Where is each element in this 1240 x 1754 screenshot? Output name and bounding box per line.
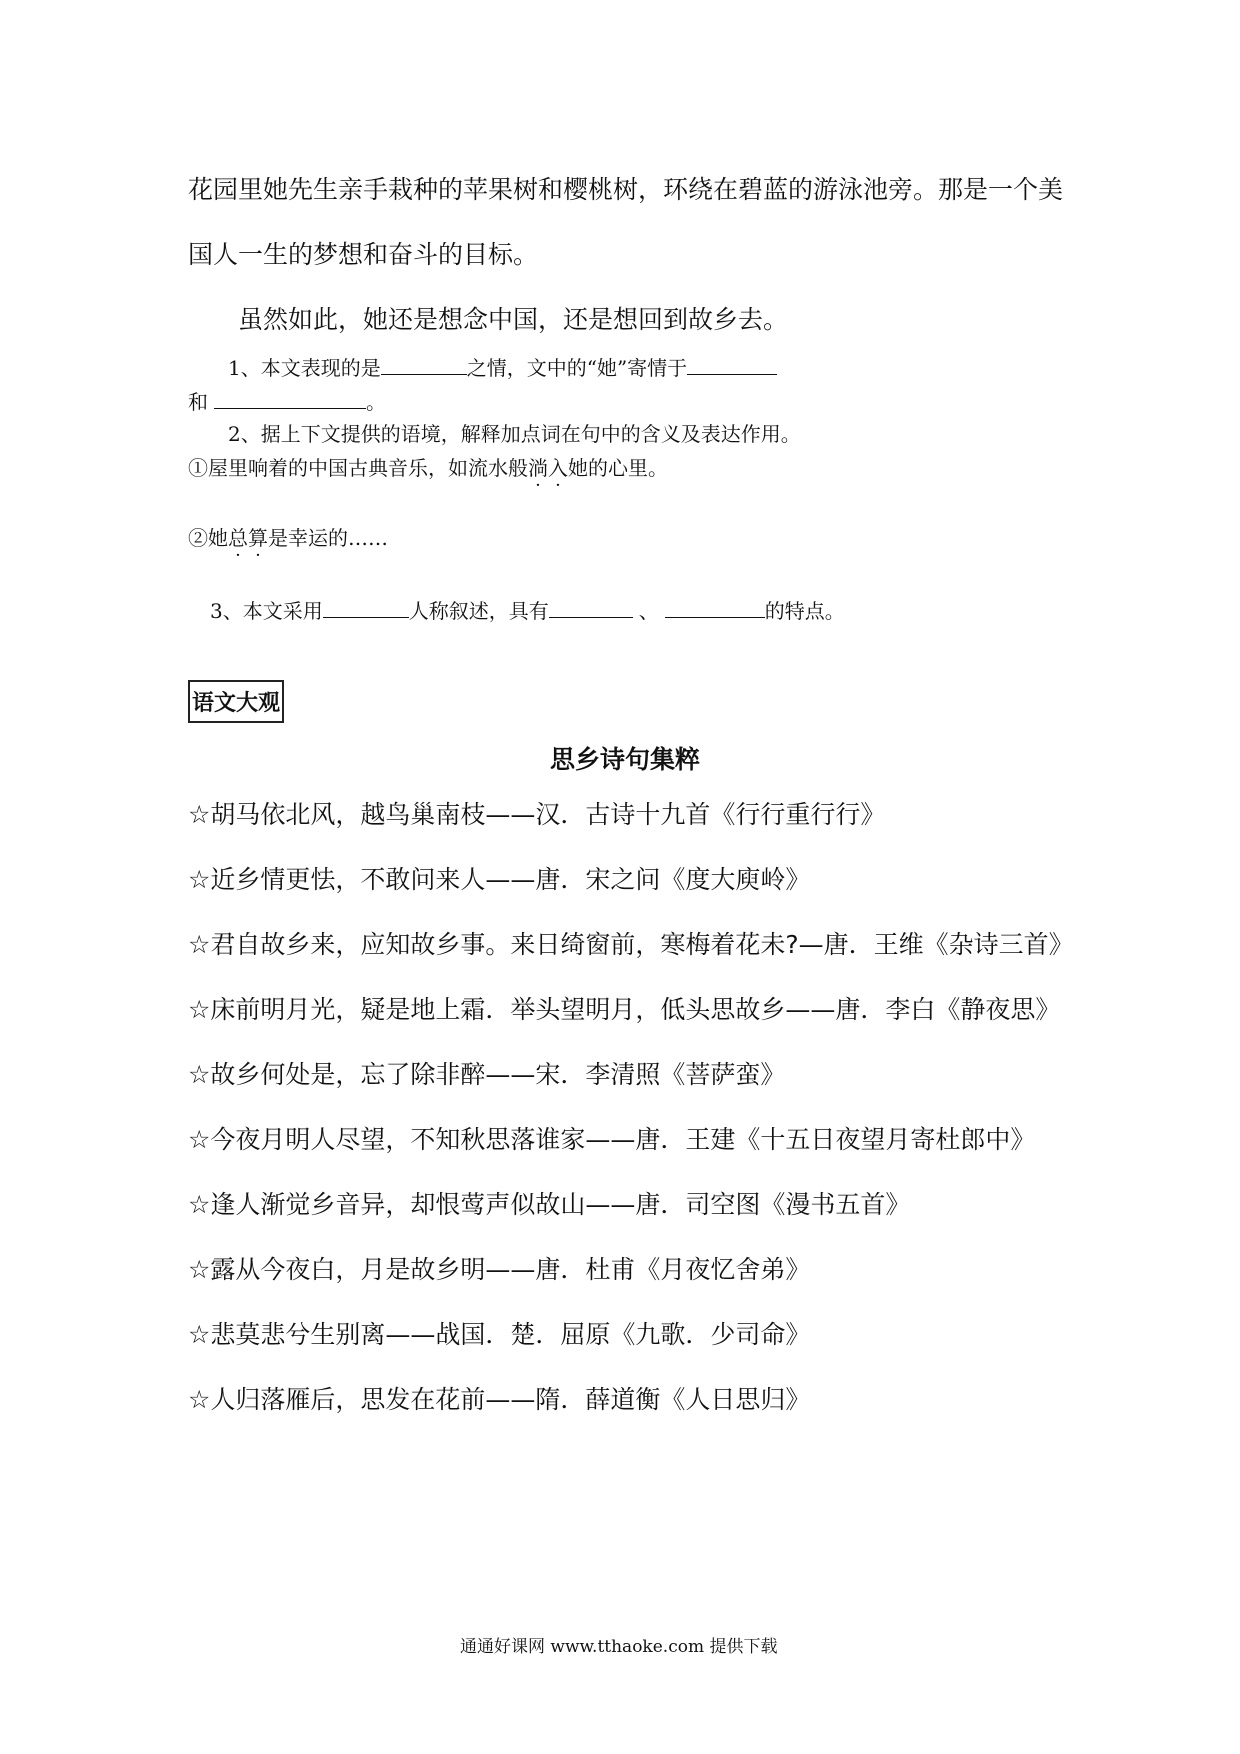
footer-credit: 通通好课网 www.tthaoke.com 提供下载 xyxy=(460,1637,778,1657)
q2-1-text: ①屋里响着的中国古典音乐，如流水般 xyxy=(188,456,528,480)
q2-1-text-end: 她的心里。 xyxy=(568,456,668,480)
section-label: 语文大观 xyxy=(188,680,284,723)
q3-text-a: 3、本文采用 xyxy=(210,599,323,623)
q1-blank-1[interactable] xyxy=(381,356,467,375)
poem-line: ☆近乡情更怯，不敢问来人——唐．宋之问《度大庾岭》 xyxy=(188,865,811,894)
dotted-word: 淌 xyxy=(528,456,548,480)
poem-line: ☆人归落雁后，思发在花前——隋．薛道衡《人日思归》 xyxy=(188,1385,811,1414)
poem-line: ☆床前明月光，疑是地上霜．举头望明月，低头思故乡——唐．李白《静夜思》 xyxy=(188,995,1061,1024)
poem-line: ☆今夜月明人尽望，不知秋思落谁家——唐．王建《十五日夜望月寄杜郎中》 xyxy=(188,1125,1036,1154)
q3-text-d: 的特点。 xyxy=(764,599,845,623)
dotted-word: 入 xyxy=(548,456,568,480)
poem-line: ☆故乡何处是，忘了除非醉——宋．李清照《菩萨蛮》 xyxy=(188,1060,786,1089)
q3-blank-1[interactable] xyxy=(323,599,409,618)
q3-blank-3[interactable] xyxy=(665,599,765,618)
q1-text-c: 和 xyxy=(188,390,208,414)
passage-line-2: 国人一生的梦想和奋斗的目标。 xyxy=(188,240,539,269)
question-3 xyxy=(210,595,845,624)
poem-line: ☆君自故乡来，应知故乡事。来日绮窗前，寒梅着花未?—唐．王维《杂诗三首》 xyxy=(188,930,1074,959)
dotted-word: 总 xyxy=(228,526,248,550)
poem-line: ☆胡马依北风，越鸟巢南枝——汉．古诗十九首《行行重行行》 xyxy=(188,800,886,829)
poem-line: ☆悲莫悲兮生别离——战国．楚．屈原《九歌．少司命》 xyxy=(188,1320,811,1349)
question-2-item-2 xyxy=(188,522,388,551)
q1-text-b: 之情，文中的“她”寄情于 xyxy=(466,356,688,380)
q1-text-a: 1、本文表现的是 xyxy=(228,356,381,380)
poem-line: ☆露从今夜白，月是故乡明——唐．杜甫《月夜忆舍弟》 xyxy=(188,1255,811,1284)
q3-text-c: 、 xyxy=(638,599,659,623)
section-title: 思乡诗句集粹 xyxy=(550,745,701,774)
dotted-word: 算 xyxy=(248,526,268,550)
poem-line: ☆逢人渐觉乡音异，却恨莺声似故山——唐．司空图《漫书五首》 xyxy=(188,1190,911,1219)
question-2-item-1 xyxy=(188,452,668,481)
passage-line-1: 花园里她先生亲手栽种的苹果树和樱桃树，环绕在碧蓝的游泳池旁。那是一个美 xyxy=(188,175,1064,204)
q2-2-text-end: 是幸运的…… xyxy=(268,526,388,550)
passage-line-3: 虽然如此，她还是想念中国，还是想回到故乡去。 xyxy=(238,305,789,334)
q3-blank-2[interactable] xyxy=(549,599,633,618)
question-1 xyxy=(228,352,777,381)
q3-text-b: 人称叙述，具有 xyxy=(408,599,549,623)
question-2: 2、据上下文提供的语境，解释加点词在句中的含义及表达作用。 xyxy=(228,422,801,446)
q2-2-text: ②她 xyxy=(188,526,228,550)
question-1-cont xyxy=(188,386,386,415)
q1-blank-3[interactable] xyxy=(214,390,366,409)
q1-text-d: 。 xyxy=(366,390,386,414)
q1-blank-2[interactable] xyxy=(687,356,777,375)
